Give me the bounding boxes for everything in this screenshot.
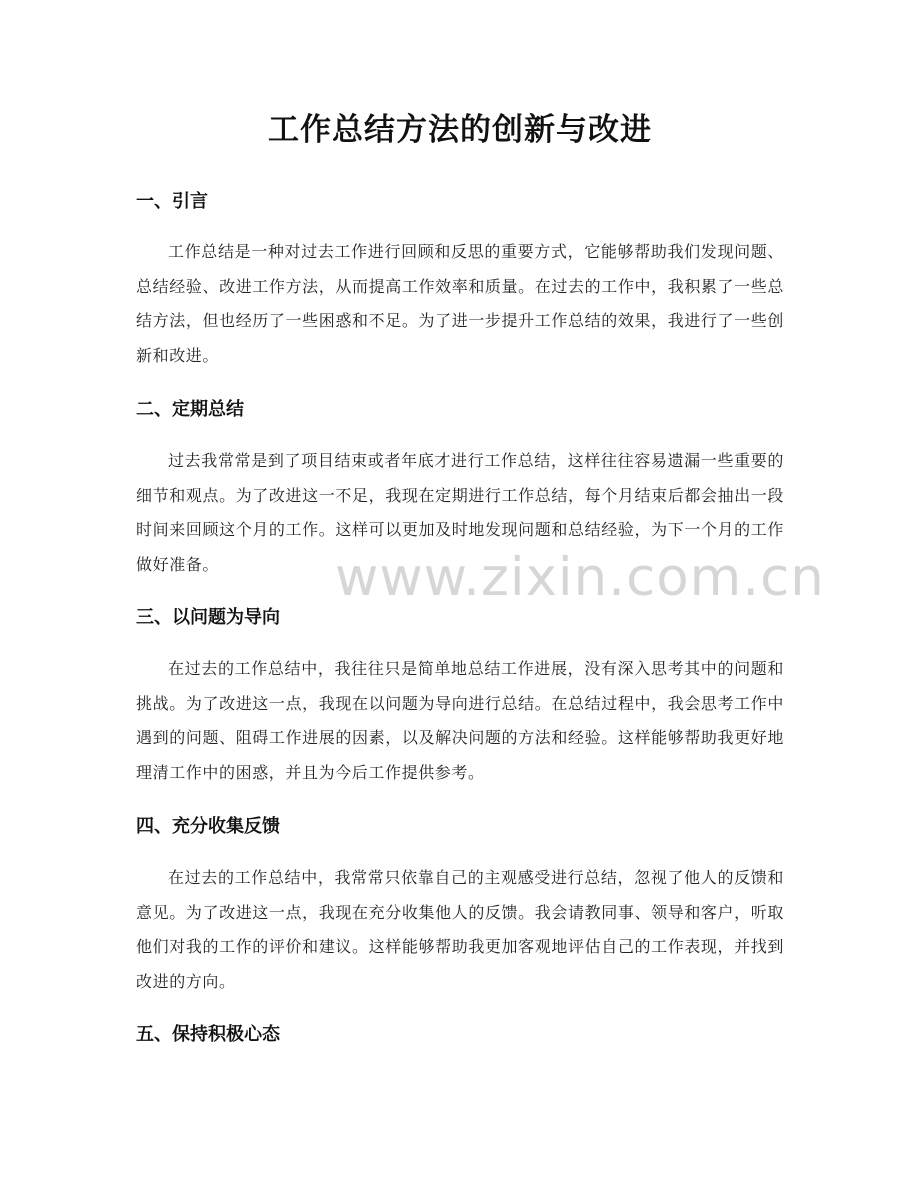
section-heading-problem-oriented: 三、以问题为导向 [136,607,280,628]
section-heading-positive-attitude: 五、保持积极心态 [136,1024,280,1045]
section-paragraph-collect-feedback: 在过去的工作总结中，我常常只依靠自己的主观感受进行总结，忽视了他人的反馈和意见。为了改进这一点，我现在充分收集他人的反馈。我会请教同事、领导和客户，听取他们对我的工作的评价和建议。这样能够帮助我更加客观地评估自己的工作表现，并找到改进的方向。 [136,868,784,992]
section-paragraph-problem-oriented: 在过去的工作总结中，我往往只是简单地总结工作进展，没有深入思考其中的问题和挑战。为了改进这一点，我现在以问题为导向进行总结。在总结过程中，我会思考工作中遇到的问题、阻碍工作进展的因素，以及解决问题的方法和经验。这样能够帮助我更好地理清工作中的困惑，并且为今后工作提供参考。 [136,659,784,783]
watermark: www.zixin.com.cn [335,547,825,608]
section-heading-regular-summary: 二、定期总结 [136,399,244,420]
section-heading-intro: 一、引言 [136,191,208,212]
section-paragraph-intro: 工作总结是一种对过去工作进行回顾和反思的重要方式，它能够帮助我们发现问题、总结经验、改进工作方法，从而提高工作效率和质量。在过去的工作中，我积累了一些总结方法，但也经历了一些困惑和不足。为了进一步提升工作总结的效果，我进行了一些创新和改进。 [136,242,784,366]
document-title: 工作总结方法的创新与改进 [268,112,652,148]
section-paragraph-regular-summary: 过去我常常是到了项目结束或者年底才进行工作总结，这样往往容易遗漏一些重要的细节和观点。为了改进这一不足，我现在定期进行工作总结，每个月结束后都会抽出一段时间来回顾这个月的工作。这样可以更加及时地发现问题和总结经验，为下一个月的工作做好准备。 [136,451,784,575]
section-heading-collect-feedback: 四、充分收集反馈 [136,816,280,837]
